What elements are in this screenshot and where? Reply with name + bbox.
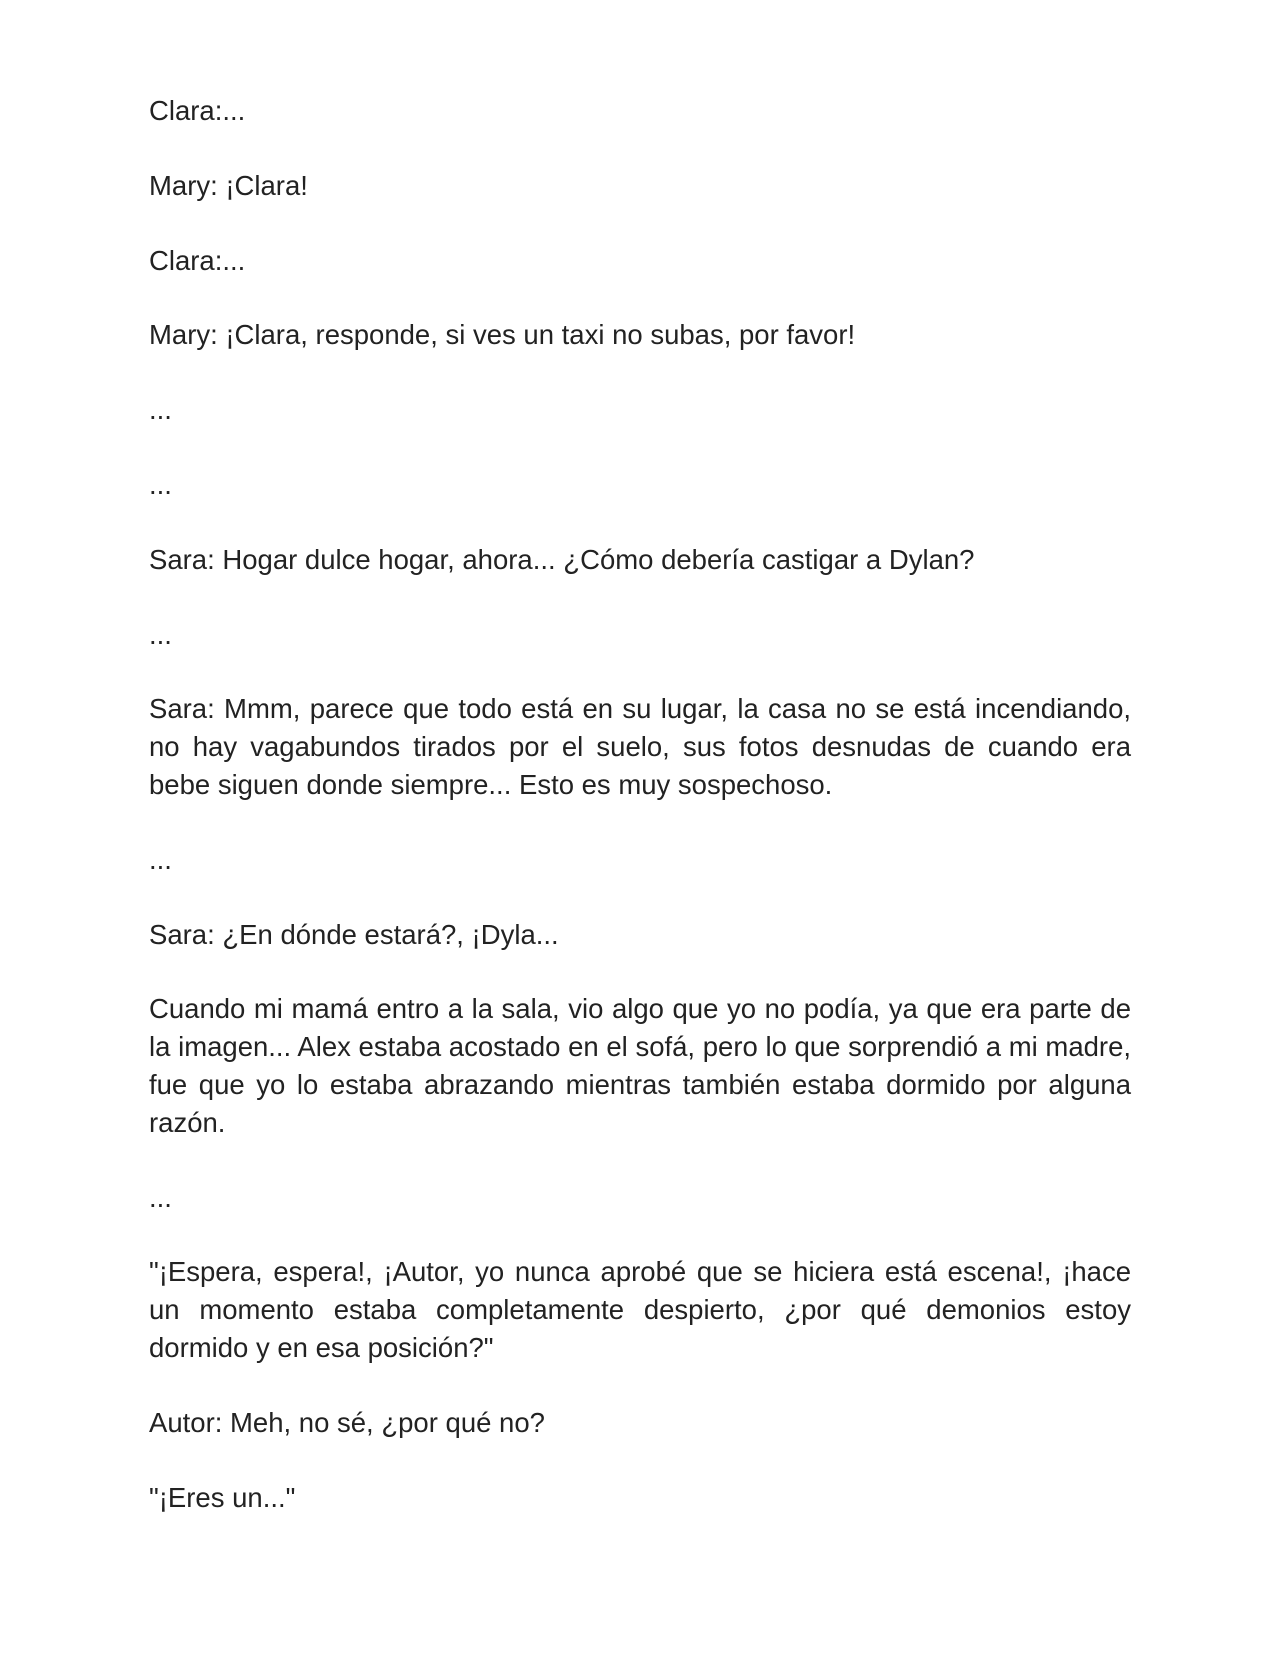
dialogue-line: Autor: Meh, no sé, ¿por qué no? bbox=[149, 1406, 545, 1438]
ellipsis-line: ... bbox=[149, 468, 172, 500]
dialogue-line: Mary: ¡Clara! bbox=[149, 169, 308, 201]
dialogue-paragraph: Sara: Mmm, parece que todo está en su lugar, la casa no se está incendiando, no hay vagabundos tirados por el suelo, sus fotos desnudas de cuando era bebe siguen donde siempre... Esto es muy sospechoso. bbox=[149, 693, 1131, 800]
dialogue-line: Clara:... bbox=[149, 244, 246, 276]
dialogue-line: Sara: ¿En dónde estará?, ¡Dyla... bbox=[149, 918, 559, 950]
ellipsis-line: ... bbox=[149, 394, 172, 426]
ellipsis-line: ... bbox=[149, 843, 172, 875]
quote-line: "¡Eres un..." bbox=[149, 1481, 296, 1513]
ellipsis-line: ... bbox=[149, 1181, 172, 1213]
dialogue-line: Clara:... bbox=[149, 95, 246, 126]
narration-paragraph: Cuando mi mamá entro a la sala, vio algo que yo no podía, ya que era parte de la imagen... Alex estaba acostado en el sofá, pero lo que sorprendió a mi madre, fue que yo lo estaba abrazando mientras también estaba dormido por alguna razón. bbox=[149, 993, 1131, 1138]
ellipsis-line: ... bbox=[149, 618, 172, 650]
quote-paragraph: "¡Espera, espera!, ¡Autor, yo nunca aprobé que se hiciera está escena!, ¡hace un momento estaba completamente despierto, ¿por qué demonios estoy dormido y en esa posición?" bbox=[149, 1256, 1131, 1363]
dialogue-line: Sara: Hogar dulce hogar, ahora... ¿Cómo debería castigar a Dylan? bbox=[149, 543, 975, 575]
document-page bbox=[149, 92, 1131, 1553]
dialogue-line: Mary: ¡Clara, responde, si ves un taxi no subas, por favor! bbox=[149, 319, 856, 351]
